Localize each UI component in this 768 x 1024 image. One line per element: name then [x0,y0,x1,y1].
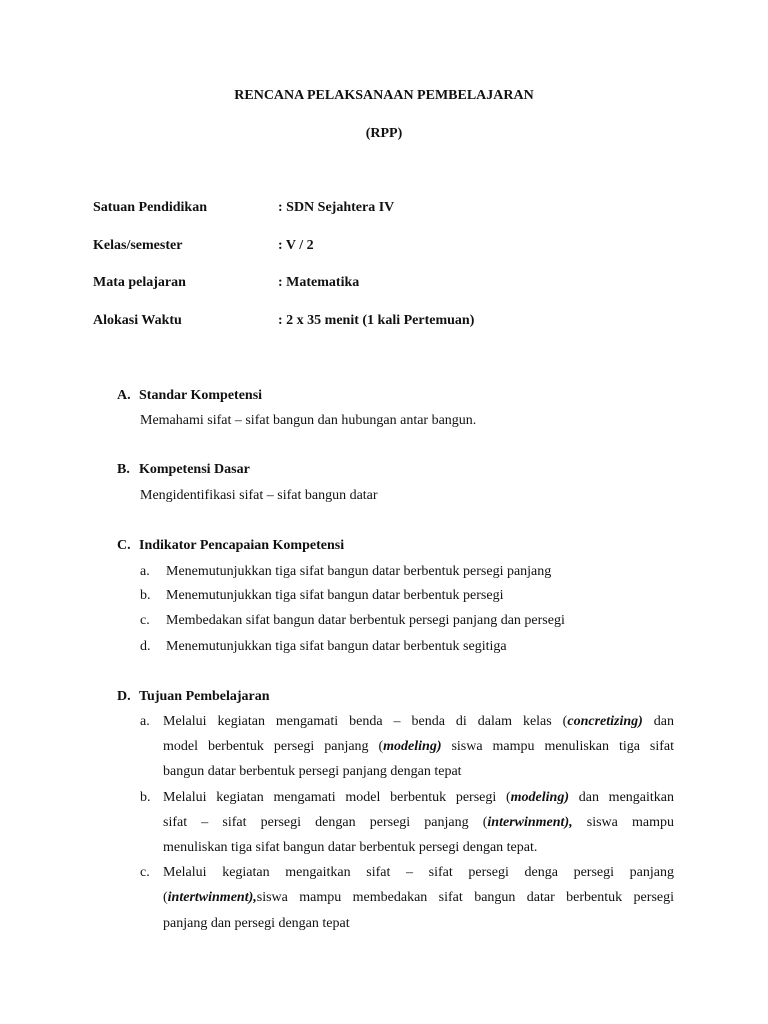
info-label: Alokasi Waktu [93,313,182,328]
goal-b-line-3 [163,840,674,856]
list-marker: c. [140,613,150,628]
goal-term: intertwinment), [167,890,257,905]
list-marker: b. [140,790,151,805]
section-letter: D. [117,689,131,704]
section-text-kompetensi-dasar: Mengidentifikasi sifat – sifat bangun datar [140,488,378,503]
goal-text: Melalui kegiatan mengamati benda – benda di dalam kelas ( [163,714,568,729]
section-heading-indikator [117,538,344,554]
indicator-text: Menemutunjukkan tiga sifat bangun datar berbentuk segitiga [166,639,507,654]
section-letter: C. [117,538,131,553]
info-label: Satuan Pendidikan [93,200,207,215]
goal-text: model berbentuk persegi panjang ( [163,739,384,754]
document-title: RENCANA PELAKSANAAN PEMBELAJARAN [234,88,534,103]
section-letter: B. [117,462,130,477]
indicator-item [140,613,565,629]
list-marker: c. [140,865,150,880]
goal-b-line-1 [163,790,674,806]
goal-a-line-1 [163,714,674,730]
goal-a-line-2 [163,739,674,755]
goal-c-line-2 [163,890,674,906]
goal-term: concretizing) [567,714,643,729]
goal-text: siswa mampu [572,815,674,830]
goal-text: sifat – sifat persegi dengan persegi panjang ( [163,815,488,830]
section-heading-kompetensi-dasar [117,462,250,478]
goal-text: ( [163,890,168,905]
list-marker: b. [140,588,151,603]
section-letter: A. [117,388,131,403]
goal-text: siswa mampu menuliskan tiga sifat [441,739,674,754]
list-marker: a. [140,714,150,729]
goal-a-line-3 [163,764,674,780]
list-marker: a. [140,564,150,579]
section-title: Tujuan Pembelajaran [139,689,270,704]
goal-text: menuliskan tiga sifat bangun datar berbentuk persegi dengan tepat. [163,840,538,855]
info-label: Mata pelajaran [93,275,186,290]
section-text-standar-kompetensi: Memahami sifat – sifat bangun dan hubungan antar bangun. [140,413,477,428]
goal-term: modeling) [510,790,569,805]
section-heading-standar-kompetensi [117,388,262,404]
indicator-item [140,639,507,655]
goal-text: dan [642,714,674,729]
goal-text: Melalui kegiatan mengaitkan sifat – sifat persegi denga persegi panjang [163,865,674,880]
info-value: : SDN Sejahtera IV [278,200,395,215]
info-row-kelas-semester [93,238,314,254]
indicator-item [140,564,551,580]
section-heading-tujuan [117,689,270,705]
goal-c-line-1 [163,865,674,881]
goal-c-line-3 [163,916,674,932]
goal-text: panjang dan persegi dengan tepat [163,916,350,931]
goal-term: modeling) [383,739,442,754]
goal-b-line-2 [163,815,674,831]
indicator-item [140,588,503,604]
info-value: : Matematika [278,275,360,290]
indicator-text: Membedakan sifat bangun datar berbentuk persegi panjang dan persegi [166,613,565,628]
info-row-satuan-pendidikan [93,200,394,216]
info-row-mata-pelajaran [93,275,359,291]
indicator-text: Menemutunjukkan tiga sifat bangun datar berbentuk persegi panjang [166,564,552,579]
goal-text: Melalui kegiatan mengamati model berbentuk persegi ( [163,790,511,805]
info-value: : V / 2 [278,238,314,253]
section-title: Kompetensi Dasar [139,462,250,477]
goal-text: dan mengaitkan [569,790,674,805]
goal-text: siswa mampu membedakan sifat bangun datar berbentuk persegi [256,890,674,905]
info-label: Kelas/semester [93,238,183,253]
list-marker: d. [140,639,151,654]
section-title: Standar Kompetensi [139,388,263,403]
document-subtitle: (RPP) [365,126,403,141]
indicator-text: Menemutunjukkan tiga sifat bangun datar berbentuk persegi [166,588,504,603]
goal-term: interwinment), [487,815,573,830]
section-title: Indikator Pencapaian Kompetensi [139,538,345,553]
info-value: : 2 x 35 menit (1 kali Pertemuan) [278,313,475,328]
info-row-alokasi-waktu [93,313,474,329]
goal-text: bangun datar berbentuk persegi panjang dengan tepat [163,764,462,779]
